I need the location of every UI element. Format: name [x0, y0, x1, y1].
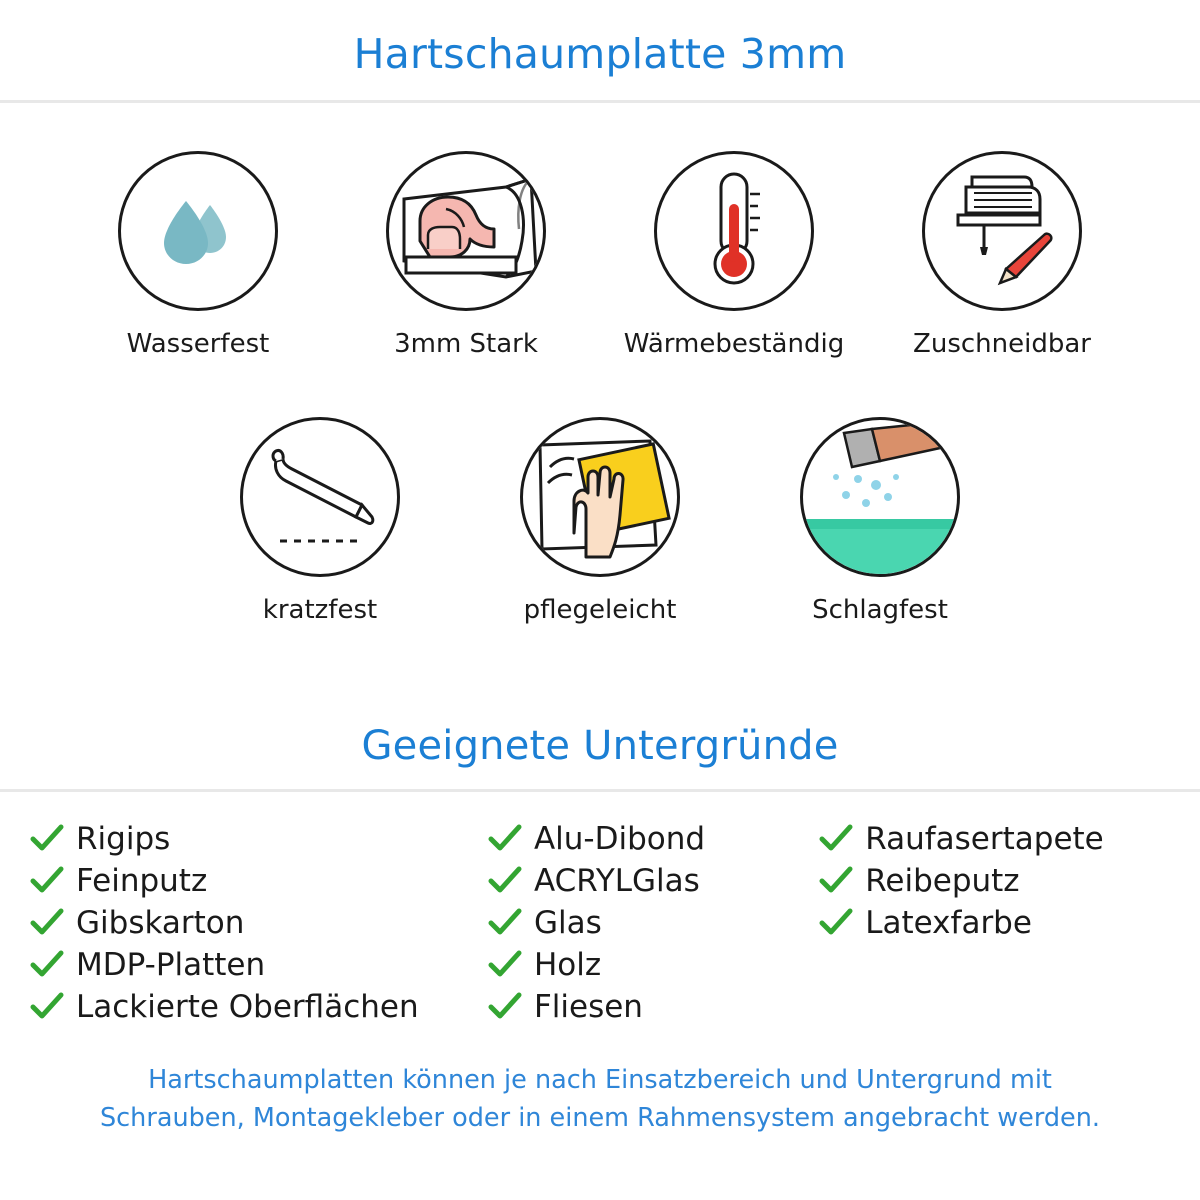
- feature-icon-circle: [118, 151, 278, 311]
- check-icon: [30, 950, 64, 980]
- list-item: [30, 944, 488, 986]
- substrates-list: [0, 792, 1200, 1028]
- check-icon: [819, 866, 853, 896]
- feature-label: kratzfest: [262, 595, 378, 625]
- list-item: [30, 818, 488, 860]
- check-icon: [819, 824, 853, 854]
- check-icon: [30, 866, 64, 896]
- check-icon: [488, 992, 522, 1022]
- substrates-column-2: [488, 818, 819, 1028]
- feature-wasserfest: [64, 151, 332, 359]
- check-icon: [488, 824, 522, 854]
- subtitle-band: [0, 711, 1200, 792]
- list-item: [30, 860, 488, 902]
- feature-zuschneidbar: [868, 151, 1136, 359]
- list-item: [488, 986, 819, 1028]
- feature-label: Wärmebeständig: [623, 329, 845, 359]
- hand-cleaning-cloth-icon: [520, 417, 680, 577]
- list-item-label: Alu-Dibond: [533, 821, 706, 857]
- list-item: [30, 986, 488, 1028]
- title-band: [0, 0, 1200, 103]
- check-icon: [30, 824, 64, 854]
- list-item-label: Fliesen: [533, 989, 643, 1025]
- list-item-label: Reibeputz: [865, 863, 1020, 899]
- feature-label: Schlagfest: [812, 595, 948, 625]
- features-row-2: [0, 417, 1200, 625]
- feature-schlagfest: [740, 417, 1020, 625]
- list-item: [488, 902, 819, 944]
- check-icon: [488, 908, 522, 938]
- list-item: [488, 860, 819, 902]
- substrates-column-3: [819, 818, 1170, 1028]
- list-item-label: ACRYLGlas: [533, 863, 700, 899]
- list-item-label: Glas: [533, 905, 602, 941]
- check-icon: [488, 866, 522, 896]
- footnote-line-1: Hartschaumplatten können je nach Einsatzbereich und Untergrund mit: [148, 1065, 1052, 1095]
- check-icon: [30, 992, 64, 1022]
- check-icon: [819, 908, 853, 938]
- substrates-heading: Geeignete Untergründe: [361, 723, 839, 769]
- feature-icon-circle: [654, 151, 814, 311]
- list-item: [819, 818, 1170, 860]
- feature-pflegeleicht: [460, 417, 740, 625]
- list-item-label: Rigips: [76, 821, 171, 857]
- list-item-label: Gibskarton: [76, 905, 245, 941]
- list-item: [488, 944, 819, 986]
- features-row-1: [0, 151, 1200, 359]
- check-icon: [30, 908, 64, 938]
- page-title: Hartschaumplatte 3mm: [353, 30, 847, 78]
- footnote-line-2: Schrauben, Montagekleber oder in einem Rahmensystem angebracht werden.: [99, 1102, 1101, 1133]
- feature-icon-circle: [240, 417, 400, 577]
- saw-blade-icon: [250, 425, 390, 569]
- feature-icon-circle: [386, 151, 546, 311]
- feature-label: pflegeleicht: [523, 595, 677, 625]
- feature-waermebestaendig: [600, 151, 868, 359]
- list-item-label: Raufasertapete: [865, 821, 1104, 857]
- list-item-label: Latexfarbe: [865, 905, 1032, 941]
- feature-label: 3mm Stark: [394, 329, 538, 359]
- list-item-label: MDP-Platten: [76, 947, 266, 983]
- list-item: [488, 818, 819, 860]
- hammer-impact-icon: [800, 417, 960, 577]
- list-item: [819, 902, 1170, 944]
- feature-kratzfest: [180, 417, 460, 625]
- feature-icon-circle: [520, 417, 680, 577]
- list-item: [30, 902, 488, 944]
- feature-3mm-stark: [332, 151, 600, 359]
- jigsaw-cutter-icon: [932, 159, 1072, 303]
- feature-icon-circle: [922, 151, 1082, 311]
- substrates-column-1: [30, 818, 488, 1028]
- feature-label: Zuschneidbar: [913, 329, 1091, 359]
- feature-icon-circle: [800, 417, 960, 577]
- list-item-label: Lackierte Oberflächen: [76, 989, 419, 1025]
- flexing-arm-icon: [386, 151, 546, 311]
- list-item-label: Feinputz: [76, 863, 208, 899]
- check-icon: [488, 950, 522, 980]
- thermometer-icon: [674, 164, 794, 298]
- feature-label: Wasserfest: [126, 329, 270, 359]
- features-section: [0, 103, 1200, 625]
- footnote: [0, 1028, 1200, 1137]
- water-drops-icon: [138, 169, 258, 293]
- list-item-label: Holz: [533, 947, 602, 983]
- list-item: [819, 860, 1170, 902]
